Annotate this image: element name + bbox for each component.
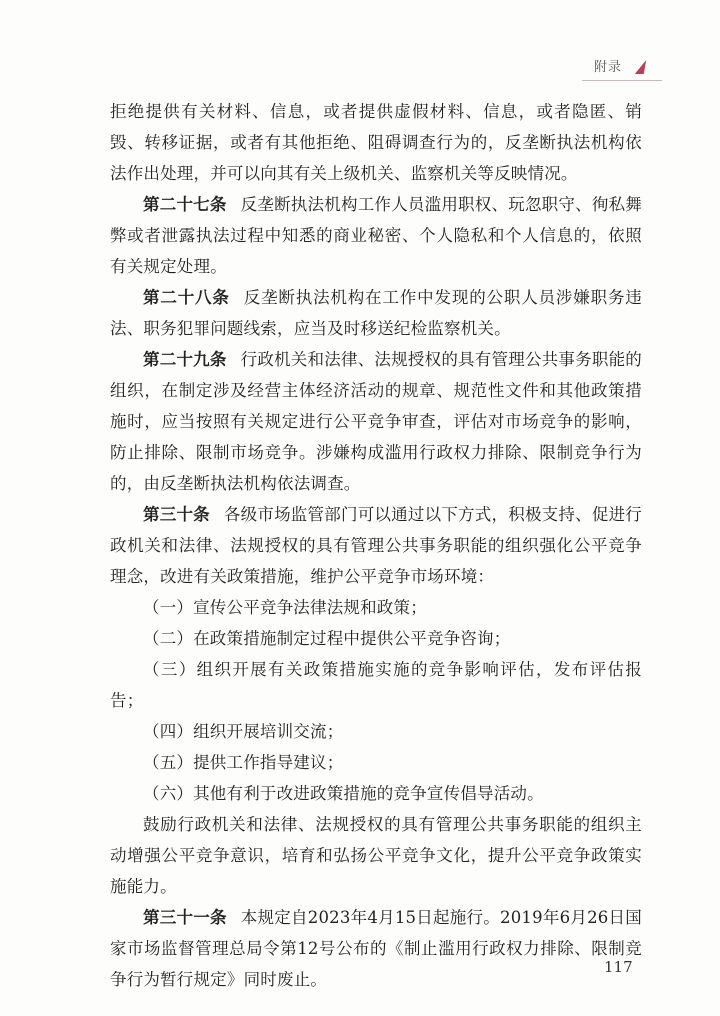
list-item: （三）组织开展有关政策措施实施的竞争影响评估，发布评估报告； — [110, 660, 642, 710]
list-item: （一）宣传公平竞争法律法规和政策； — [143, 598, 427, 617]
article-27 — [110, 189, 642, 282]
article-number: 第三十条 — [143, 505, 210, 524]
paragraph-continued — [110, 96, 642, 189]
paragraph-text: 鼓励行政机关和法律、法规授权的具有管理公共事务职能的组织主动增强公平竞争意识，培育和弘扬公平竞争文化，提升公平竞争政策实施能力。 — [110, 815, 642, 896]
list-item: （四）组织开展培训交流； — [143, 722, 344, 741]
page-number: 117 — [604, 958, 633, 976]
list-item: （五）提供工作指导建议； — [143, 753, 344, 772]
article-31 — [110, 902, 642, 995]
article-number: 第二十七条 — [143, 195, 227, 214]
article-number: 第二十九条 — [143, 350, 227, 369]
running-head — [570, 50, 680, 90]
header-rule — [582, 80, 662, 81]
article-text: 行政机关和法律、法规授权的具有管理公共事务职能的组织，在制定涉及经营主体经济活动的规章、规范性文件和其他政策措施时，应当按照有关规定进行公平竞争审查，评估对市场竞争的影响，防止排除、限制市场竞争。涉嫌构成滥用行政权力排除、限制竞争行为的，由反垄断执法机构依法调查。 — [110, 350, 642, 493]
article-number: 第三十一条 — [143, 908, 227, 927]
article-text: 各级市场监管部门可以通过以下方式，积极支持、促进行政机关和法律、法规授权的具有管理公共事务职能的组织强化公平竞争理念，改进有关政策措施，维护公平竞争市场环境： — [110, 505, 642, 586]
encouragement-paragraph — [110, 809, 642, 902]
article-29 — [110, 344, 642, 499]
article-text: 本规定自2023年4月15日起施行。2019年6月26日国家市场监督管理总局令第12号公布的《制止滥用行政权力排除、限制竞争行为暂行规定》同时废止。 — [110, 908, 642, 989]
triangle-marker-icon — [635, 60, 646, 74]
body-text — [110, 96, 642, 995]
paragraph-text: 拒绝提供有关材料、信息，或者提供虚假材料、信息，或者隐匿、销毁、转移证据，或者有其他拒绝、阻碍调查行为的，反垄断执法机构依法作出处理，并可以向其有关上级机关、监察机关等反映情况。 — [110, 102, 642, 183]
section-label: 附录 — [594, 60, 623, 75]
list-item: （二）在政策措施制定过程中提供公平竞争咨询； — [143, 629, 511, 648]
article-text: 反垄断执法机构工作人员滥用职权、玩忽职守、徇私舞弊或者泄露执法过程中知悉的商业秘密、个人隐私和个人信息的，依照有关规定处理。 — [110, 195, 642, 276]
article-30 — [110, 499, 642, 592]
article-text: 反垄断执法机构在工作中发现的公职人员涉嫌职务违法、职务犯罪问题线索，应当及时移送纪检监察机关。 — [110, 288, 643, 338]
article-28 — [110, 282, 642, 344]
article-number: 第二十八条 — [143, 288, 230, 307]
list-item: （六）其他有利于改进政策措施的竞争宣传倡导活动。 — [143, 784, 544, 803]
